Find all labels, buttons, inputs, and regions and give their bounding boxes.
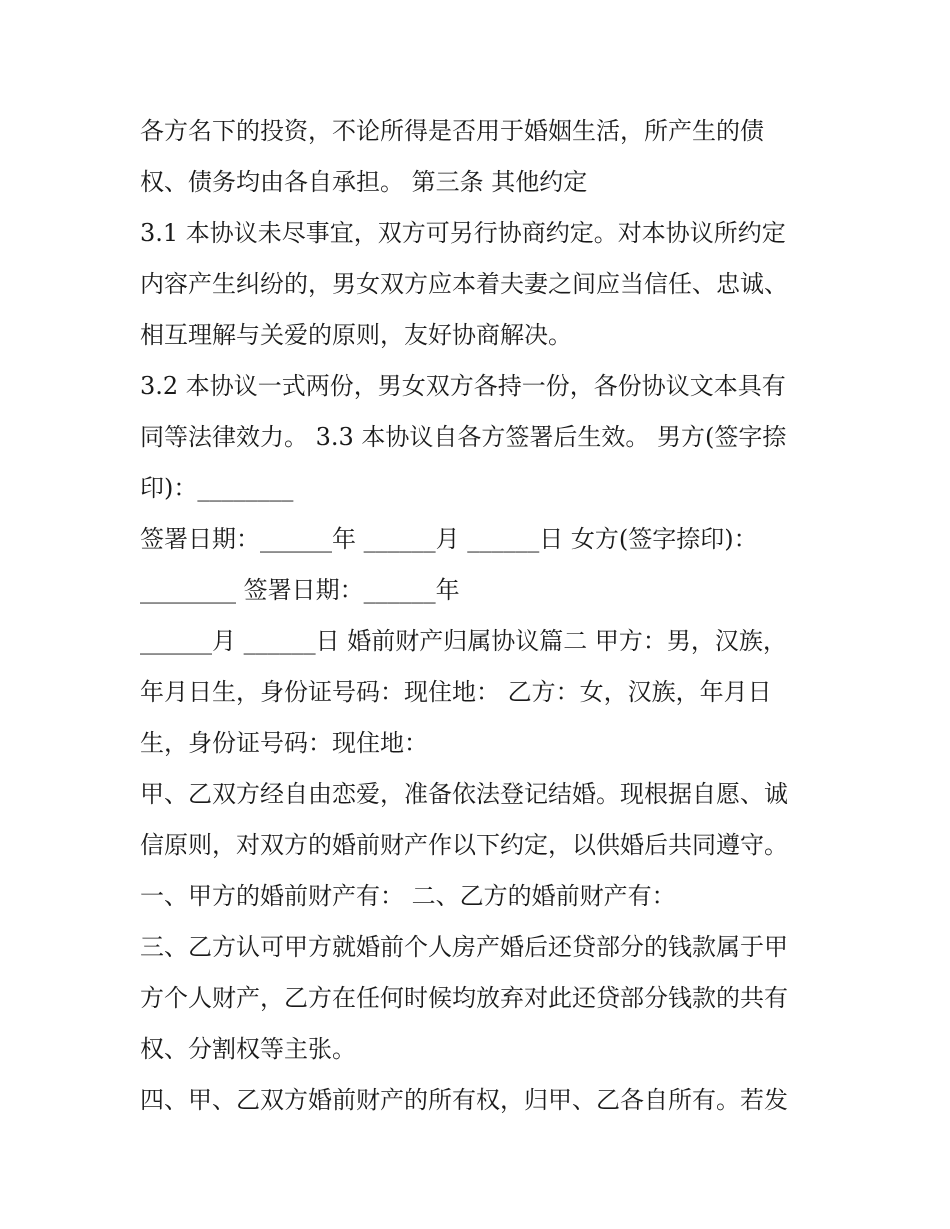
text-line: 三、乙方认可甲方就婚前个人房产婚后还贷部分的钱款属于甲 [140,933,788,961]
text-line: 甲、乙双方经自由恋爱，准备依法登记结婚。现根据自愿、诚 [140,780,788,808]
text-line: 相互理解与关爱的原则，友好协商解决。 [140,321,572,349]
text-line: 同等法律效力。 3.3 本协议自各方签署后生效。 男方(签字捺 [140,423,787,451]
text-line: 年月日生，身份证号码：现住地： 乙方：女，汉族，年月日 [140,678,772,706]
text-line: 3.1 本协议未尽事宜，双方可另行协商约定。对本协议所约定 [140,219,786,247]
text-line: ________ 签署日期：______年 [140,576,460,604]
document-body [140,106,830,1126]
text-line: 内容产生纠纷的，男女双方应本着夫妻之间应当信任、忠诚、 [140,270,788,298]
text-line: 生，身份证号码：现住地： [140,729,428,757]
text-line: ______月 ______日 婚前财产归属协议篇二 甲方：男，汉族， [140,627,787,655]
text-line: 各方名下的投资，不论所得是否用于婚姻生活，所产生的债 [140,117,764,145]
text-line: 3.2 本协议一式两份，男女双方各持一份，各份协议文本具有 [140,372,786,400]
text-line: 四、甲、乙双方婚前财产的所有权，归甲、乙各自所有。若发 [140,1086,788,1114]
text-line: 权、债务均由各自承担。 第三条 其他约定 [140,168,588,196]
text-line: 权、分割权等主张。 [140,1035,356,1063]
text-line: 方个人财产，乙方在任何时候均放弃对此还贷部分钱款的共有 [140,984,788,1012]
text-line: 印)：________ [140,474,294,502]
text-line: 一、甲方的婚前财产有： 二、乙方的婚前财产有： [140,882,676,910]
text-line: 签署日期：______年 ______月 ______日 女方(签字捺印)： [140,525,758,553]
text-line: 信原则，对双方的婚前财产作以下约定，以供婚后共同遵守。 [140,831,788,859]
